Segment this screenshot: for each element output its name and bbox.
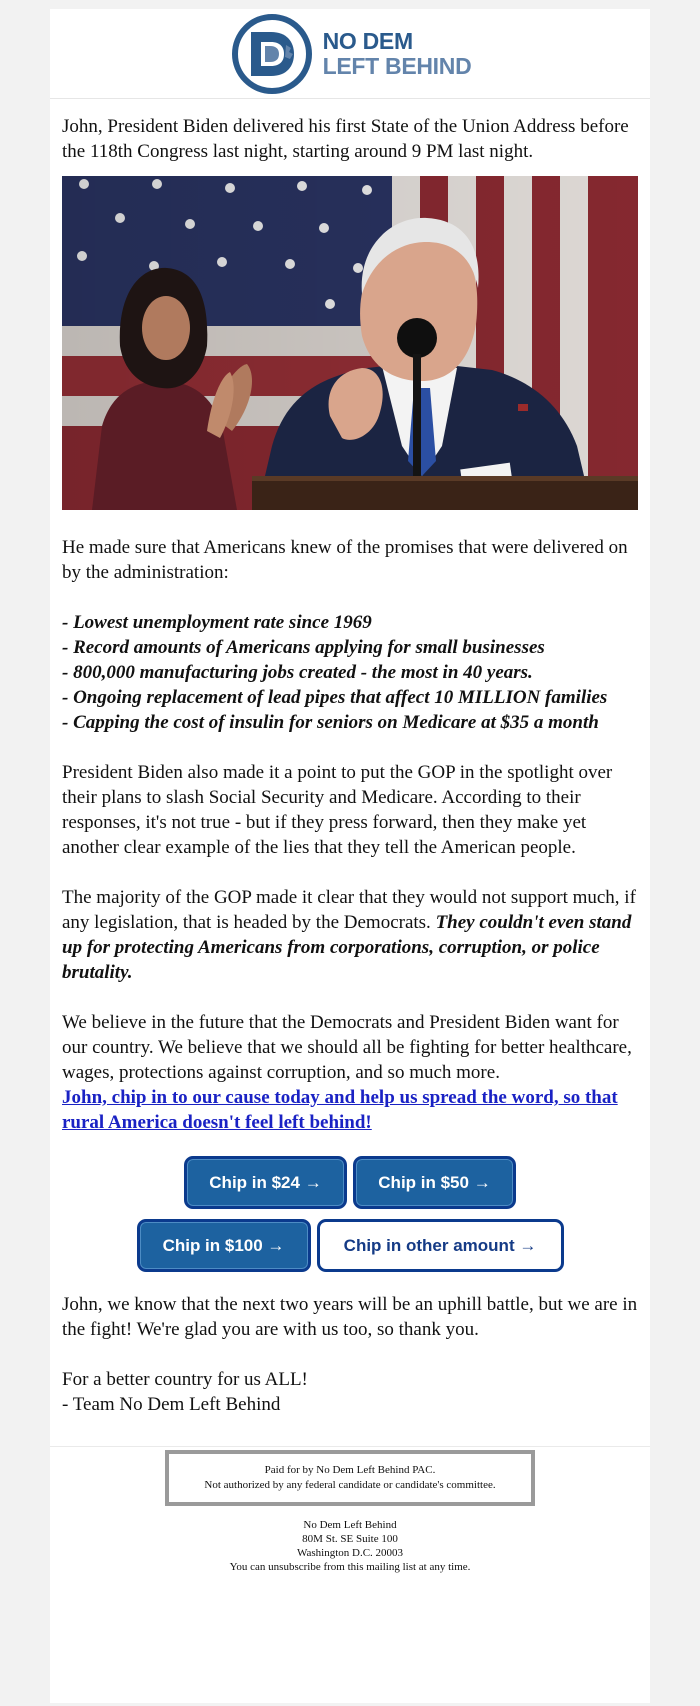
email-header (50, 9, 650, 99)
majority-text: The majority of the GOP made it clear that they would not support much, if any legislation, that is headed by the Democrats. (62, 887, 636, 933)
logo-line2: LEFT BEHIND (322, 52, 472, 79)
email-container (50, 9, 650, 1703)
state-of-the-union-photo (62, 176, 638, 510)
list-item: - Lowest unemployment rate since 1969 (62, 612, 372, 633)
intro-paragraph: John, President Biden delivered his first State of the Union Address before the 118th Congress last night, starting around 9 PM last night. (62, 116, 629, 162)
org-name: No Dem Left Behind (303, 1519, 397, 1531)
email-body (50, 114, 650, 1417)
chip-in-other-amount-button[interactable]: Chip in other amount → (317, 1219, 564, 1272)
signoff-line-1: For a better country for us ALL! (62, 1369, 308, 1390)
not-authorized-text: Not authorized by any federal candidate or candidate's committee. (204, 1479, 496, 1491)
footer-address (50, 1518, 650, 1574)
paid-for-disclaimer (165, 1450, 535, 1506)
majority-paragraph (62, 885, 638, 985)
logo-line1: NO DEM (322, 27, 413, 54)
promises-intro: He made sure that Americans knew of the promises that were delivered on by the administration: (62, 537, 628, 583)
list-item: - Record amounts of Americans applying for small businesses (62, 637, 545, 658)
signoff-line-2: - Team No Dem Left Behind (62, 1394, 281, 1415)
promises-list (62, 610, 638, 735)
donate-buttons-row-1 (62, 1156, 638, 1209)
chip-in-50-button[interactable]: Chip in $50 → (353, 1156, 516, 1209)
city-address: Washington D.C. 20003 (296, 1547, 404, 1559)
closing-paragraph: John, we know that the next two years will be an uphill battle, but we are in the fight! We're glad you are with us too, so thank you. (62, 1294, 638, 1340)
street-address: 80M St. SE Suite 100 (302, 1533, 398, 1545)
majority-emphasis: They couldn't even stand up for protecting Americans from corporations, corruption, or police brutality. (62, 912, 632, 983)
footer-divider (50, 1446, 650, 1447)
chip-in-100-button[interactable]: Chip in $100 → (137, 1219, 311, 1272)
list-item: - Capping the cost of insulin for seniors on Medicare at $35 a month (62, 712, 599, 733)
paid-for-text: Paid for by No Dem Left Behind PAC. (264, 1464, 436, 1476)
believe-paragraph: We believe in the future that the Democrats and President Biden want for our country. We believe that we should all be fighting for better healthcare, wages, protections against corruption, and so much more. (62, 1012, 632, 1083)
donate-buttons-row-2 (62, 1219, 638, 1272)
logo-wordmark (323, 29, 472, 79)
gop-paragraph: President Biden also made it a point to put the GOP in the spotlight over their plans to slash Social Security and Medicare. According to their responses, it's not true - but if they press forward, then they make yet another clear example of the lies that they tell the American people. (62, 762, 613, 858)
chip-in-cta-link[interactable]: John, chip in to our cause today and help us spread the word, so that rural America doesn't feel left behind! (62, 1087, 618, 1133)
nodem-logo-icon (229, 11, 315, 97)
unsubscribe-text[interactable]: You can unsubscribe from this mailing list at any time. (229, 1561, 471, 1573)
list-item: - Ongoing replacement of lead pipes that affect 10 MILLION families (62, 687, 608, 708)
list-item: - 800,000 manufacturing jobs created - the most in 40 years. (62, 662, 533, 683)
chip-in-24-button[interactable]: Chip in $24 → (184, 1156, 347, 1209)
